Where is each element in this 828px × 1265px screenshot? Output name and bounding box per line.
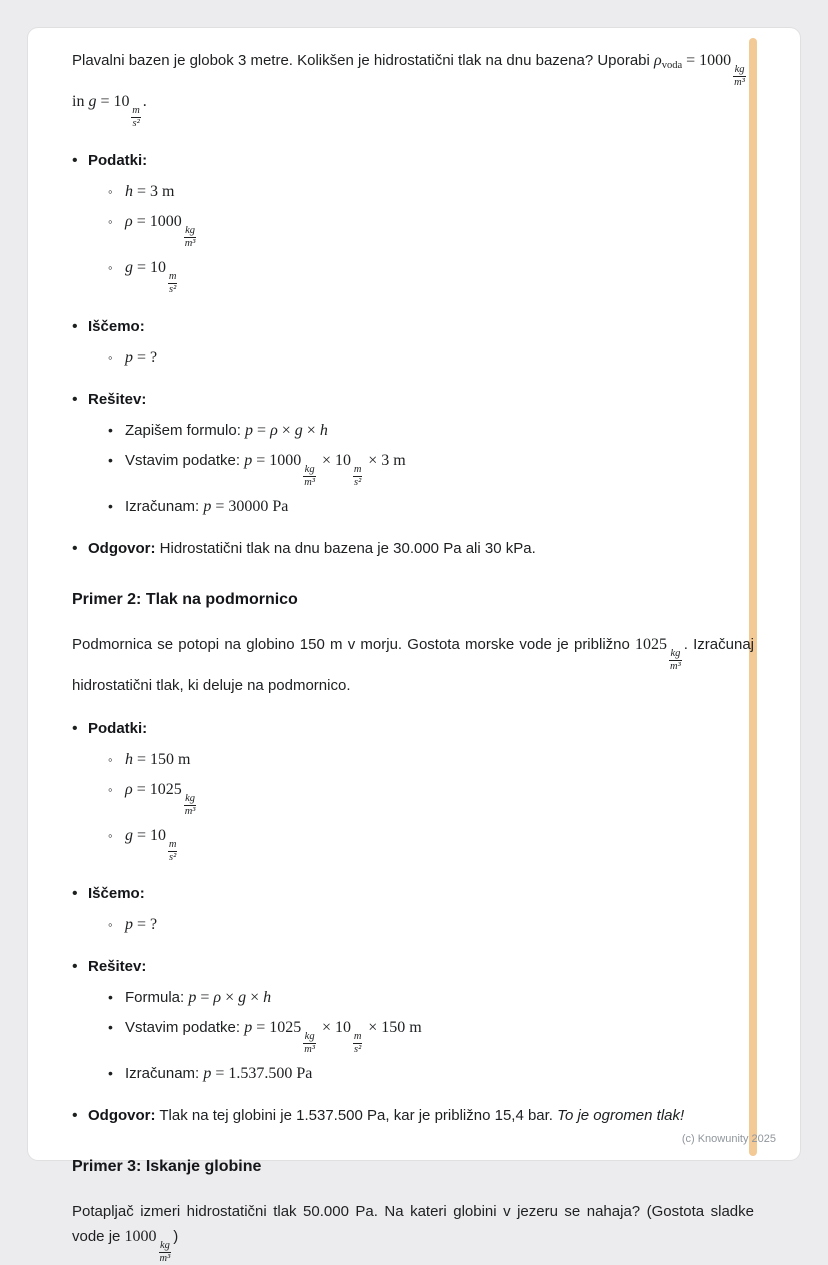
list-item	[108, 448, 754, 489]
list-item	[108, 985, 754, 1010]
watermark: (c) Knowunity 2025	[681, 1133, 776, 1145]
math-line: g = 10 $\frac{m}{\text{s²}}$	[125, 826, 177, 863]
fraction: $\frac{m}{\text{s²}}$	[168, 271, 177, 296]
list-item-body	[88, 314, 754, 375]
bullet-icon: •	[72, 152, 78, 170]
fraction: $\frac{kg}{\text{m³}}$	[734, 64, 745, 89]
bullet-icon: •	[72, 1107, 78, 1125]
list-item-iscemo	[72, 314, 754, 375]
list-label: Iščemo:	[88, 317, 145, 335]
circle-bullet-icon: ◦	[108, 184, 113, 200]
fraction: $\frac{kg}{\text{m³}}$	[304, 1031, 315, 1056]
section-heading-primer2: Primer 2: Tlak na podmornico	[72, 590, 298, 608]
circle-bullet-icon: ◦	[108, 751, 113, 767]
fraction: $\frac{kg}{\text{m³}}$	[159, 1240, 171, 1265]
list-item-podatki	[72, 148, 754, 301]
math-line: h = 150 m	[125, 750, 191, 768]
circle-bullet-icon: ◦	[108, 827, 113, 843]
math-line: Zapišem formulo: p = ρ × g × h	[125, 421, 328, 439]
math-line: p = ?	[125, 348, 158, 366]
fraction: $\frac{kg}{\text{m³}}$	[304, 463, 315, 488]
sub-list	[88, 912, 754, 937]
list-item	[108, 777, 754, 818]
list-example2	[72, 716, 754, 1128]
bullet-icon: •	[108, 421, 113, 438]
paragraph-primer2: Podmornica se potopi na globino 150 m v morju. Gostota morske vode je približno 1025 $\frac{kg}{\text{m³}}$ . Izračunaj hidrostatični tlak, ki deluje na podmornico.	[72, 635, 754, 694]
list-item-body	[88, 387, 754, 524]
document-page	[28, 28, 800, 1265]
list-item-iscemo	[72, 881, 754, 942]
list-label: Rešitev:	[88, 958, 147, 975]
bullet-icon: •	[72, 317, 78, 335]
list-item-odgovor	[72, 536, 754, 561]
bullet-icon: •	[108, 451, 113, 468]
list-item-body	[88, 716, 754, 869]
list-label: Iščemo:	[88, 885, 145, 902]
bullet-icon: •	[72, 885, 78, 902]
list-item	[108, 179, 754, 204]
bullet-icon: •	[72, 539, 78, 557]
circle-bullet-icon: ◦	[108, 349, 113, 365]
list-label: Podatki:	[88, 719, 148, 737]
list-item-odgovor	[72, 1103, 754, 1128]
sub-list	[88, 179, 754, 296]
math-line: Izračunam: p = 30000 Pa	[125, 497, 289, 515]
bullet-icon: •	[72, 390, 78, 408]
list-item	[108, 747, 754, 772]
bullet-icon: •	[72, 958, 78, 975]
list-item-body	[88, 954, 754, 1091]
sub-list	[88, 345, 754, 370]
list-item	[108, 494, 754, 519]
sub-list	[88, 985, 754, 1086]
list-item	[108, 1015, 754, 1056]
list-example1	[72, 148, 754, 560]
list-label: Rešitev:	[88, 390, 147, 408]
bullet-icon: •	[108, 989, 113, 1005]
math-line: Izračunam: p = 1.537.500 Pa	[125, 1065, 313, 1083]
list-item-body	[88, 148, 754, 301]
math-line: Vstavim podatke: p = 1025 $\frac{kg}{\text{m³}}$ × 10 $\frac{m}{\text{s²}}$ × 150 m	[125, 1019, 422, 1056]
math-line: h = 3 m	[125, 183, 175, 201]
fraction: $\frac{m}{\text{s²}}$	[132, 105, 140, 130]
list-label: Podatki:	[88, 152, 148, 170]
circle-bullet-icon: ◦	[108, 214, 113, 230]
list-item	[108, 345, 754, 370]
paragraph-intro: Plavalni bazen je globok 3 metre. Kolikšen je hidrostatični tlak na dnu bazena? Uporabi $\rho_{voda} = 1000$ $\frac{kg}{\text{m³}}$ in g = 10 $\frac{m}{\text{s²}}$ .	[72, 52, 745, 130]
math-line: ρ = 1000 $\frac{kg}{\text{m³}}$	[125, 213, 196, 250]
fraction: $\frac{m}{\text{s²}}$	[353, 463, 362, 488]
math-line: Vstavim podatke: p = 1000 $\frac{kg}{\text{m³}}$ × 10 $\frac{m}{\text{s²}}$ × 3 m	[125, 451, 406, 488]
circle-bullet-icon: ◦	[108, 260, 113, 276]
list-item-podatki	[72, 716, 754, 869]
math-line: Formula: p = ρ × g × h	[125, 989, 272, 1006]
math-line: ρ = 1025 $\frac{kg}{\text{m³}}$	[125, 780, 196, 817]
bullet-icon: •	[108, 1019, 113, 1035]
fraction: $\frac{kg}{\text{m³}}$	[184, 225, 196, 250]
sub-list	[88, 747, 754, 864]
sub-list	[88, 418, 754, 519]
bullet-icon: •	[108, 1065, 113, 1082]
fraction: $\frac{kg}{\text{m³}}$	[670, 647, 681, 672]
fraction: $\frac{kg}{\text{m³}}$	[184, 792, 196, 817]
list-item	[108, 823, 754, 864]
list-item	[108, 418, 754, 443]
list-item-resitev	[72, 387, 754, 524]
paragraph-primer3: Potapljač izmeri hidrostatični tlak 50.000 Pa. Na kateri globini v jezeru se nahaja? (Gostota sladke vode je 1000 $\frac{kg}{\text{m³}}$ )	[72, 1203, 754, 1265]
fraction: $\frac{m}{\text{s²}}$	[353, 1031, 362, 1056]
fraction: $\frac{m}{\text{s²}}$	[168, 838, 177, 863]
answer-line: Odgovor: Tlak na tej globini je 1.537.500 Pa, kar je približno 15,4 bar. To je ogromen tlak!	[88, 1107, 685, 1125]
list-item	[108, 255, 754, 296]
list-item-body	[88, 881, 754, 942]
section-heading-primer3: Primer 3: Iskanje globine	[72, 1158, 262, 1176]
list-item	[108, 912, 754, 937]
document-content	[28, 28, 800, 1265]
list-item	[108, 1061, 754, 1086]
math-line: g = 10 $\frac{m}{\text{s²}}$	[125, 259, 177, 296]
circle-bullet-icon: ◦	[108, 917, 113, 932]
bullet-icon: •	[72, 719, 78, 737]
circle-bullet-icon: ◦	[108, 781, 113, 797]
list-item	[108, 209, 754, 250]
bullet-icon: •	[108, 497, 113, 514]
list-item-resitev	[72, 954, 754, 1091]
answer-line: Odgovor: Hidrostatični tlak na dnu bazena je 30.000 Pa ali 30 kPa.	[88, 539, 536, 557]
math-line: p = ?	[125, 916, 158, 933]
